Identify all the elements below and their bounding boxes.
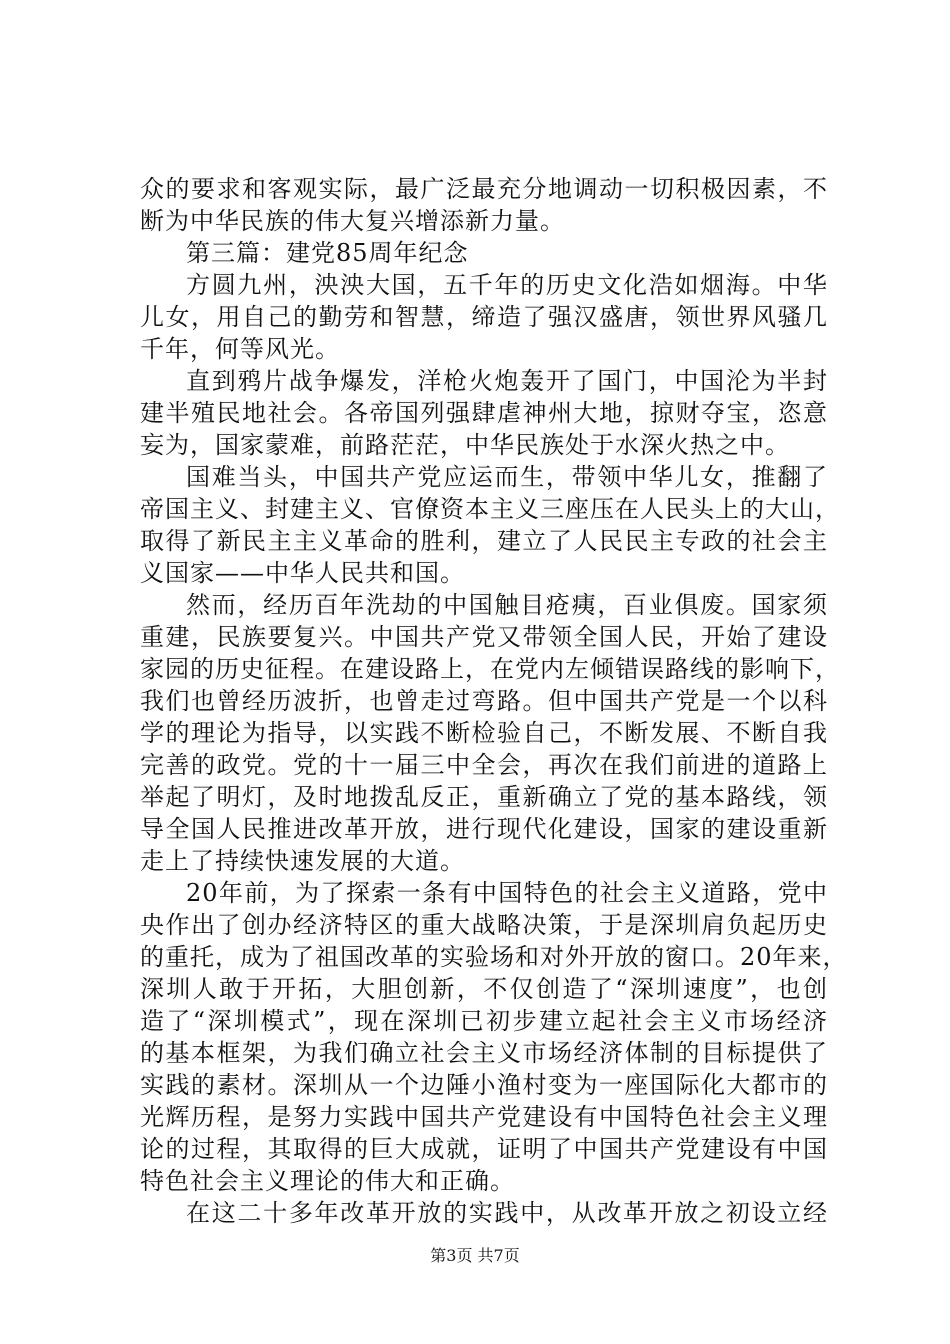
text-line: 帝国主义、封建主义、官僚资本主义三座压在人民头上的大山， xyxy=(140,495,840,523)
text-line: 论的过程，其取得的巨大成就，证明了中国共产党建设有中国 xyxy=(140,1135,828,1163)
text-line: 第三篇：建党85周年纪念 xyxy=(186,239,469,267)
text-line: 的基本框架，为我们确立社会主义市场经济体制的目标提供了 xyxy=(140,1039,828,1067)
text-line: 光辉历程，是努力实践中国共产党建设有中国特色社会主义理 xyxy=(140,1103,828,1131)
text-line: 国难当头，中国共产党应运而生，带领中华儿女，推翻了 xyxy=(186,463,828,491)
text-line: 20年前，为了探索一条有中国特色的社会主义道路，党中 xyxy=(186,879,828,907)
text-line: 重建，民族要复兴。中国共产党又带领全国人民，开始了建设 xyxy=(140,623,828,651)
text-line: 断为中华民族的伟大复兴增添新力量。 xyxy=(140,207,565,235)
text-line: 义国家——中华人民共和国。 xyxy=(140,559,465,587)
text-line: 建半殖民地社会。各帝国列强肆虐神州大地，掠财夺宝，恣意 xyxy=(140,399,828,427)
text-line: 导全国人民推进改革开放，进行现代化建设，国家的建设重新 xyxy=(140,815,828,843)
text-line: 然而，经历百年洗劫的中国触目疮痍，百业俱废。国家须 xyxy=(186,591,828,619)
text-line: 在这二十多年改革开放的实践中，从改革开放之初设立经 xyxy=(186,1199,828,1227)
text-line: 众的要求和客观实际，最广泛最充分地调动一切积极因素，不 xyxy=(140,175,828,203)
text-line: 走上了持续快速发展的大道。 xyxy=(140,847,465,875)
text-line: 直到鸦片战争爆发，洋枪火炮轰开了国门，中国沦为半封 xyxy=(186,367,828,395)
text-line: 的重托，成为了祖国改革的实验场和对外开放的窗口。20年来， xyxy=(140,943,848,971)
text-line: 完善的政党。党的十一届三中全会，再次在我们前进的道路上 xyxy=(140,751,828,779)
text-line: 儿女，用自己的勤劳和智慧，缔造了强汉盛唐，领世界风骚几 xyxy=(140,303,828,331)
text-line: 深圳人敢于开拓，大胆创新，不仅创造了“深圳速度”，也创 xyxy=(140,975,828,1003)
text-line: 方圆九州，泱泱大国，五千年的历史文化浩如烟海。中华 xyxy=(186,271,828,299)
document-body xyxy=(140,173,848,1229)
page-footer: 第3页 共7页 xyxy=(430,1246,520,1265)
text-line: 妄为，国家蒙难，前路茫茫，中华民族处于水深火热之中。 xyxy=(140,431,790,459)
text-line: 我们也曾经历波折，也曾走过弯路。但中国共产党是一个以科 xyxy=(140,687,828,715)
text-line: 学的理论为指导，以实践不断检验自己，不断发展、不断自我 xyxy=(140,719,828,747)
text-line: 取得了新民主主义革命的胜利，建立了人民民主专政的社会主 xyxy=(140,527,828,555)
text-line: 千年，何等风光。 xyxy=(140,335,340,363)
text-line: 造了“深圳模式”，现在深圳已初步建立起社会主义市场经济 xyxy=(140,1007,828,1035)
text-line: 家园的历史征程。在建设路上，在党内左倾错误路线的影响下， xyxy=(140,655,840,683)
text-line: 实践的素材。深圳从一个边陲小渔村变为一座国际化大都市的 xyxy=(140,1071,828,1099)
text-line: 举起了明灯，及时地拨乱反正，重新确立了党的基本路线，领 xyxy=(140,783,828,811)
text-line: 特色社会主义理论的伟大和正确。 xyxy=(140,1167,515,1195)
text-line: 央作出了创办经济特区的重大战略决策，于是深圳肩负起历史 xyxy=(140,911,828,939)
